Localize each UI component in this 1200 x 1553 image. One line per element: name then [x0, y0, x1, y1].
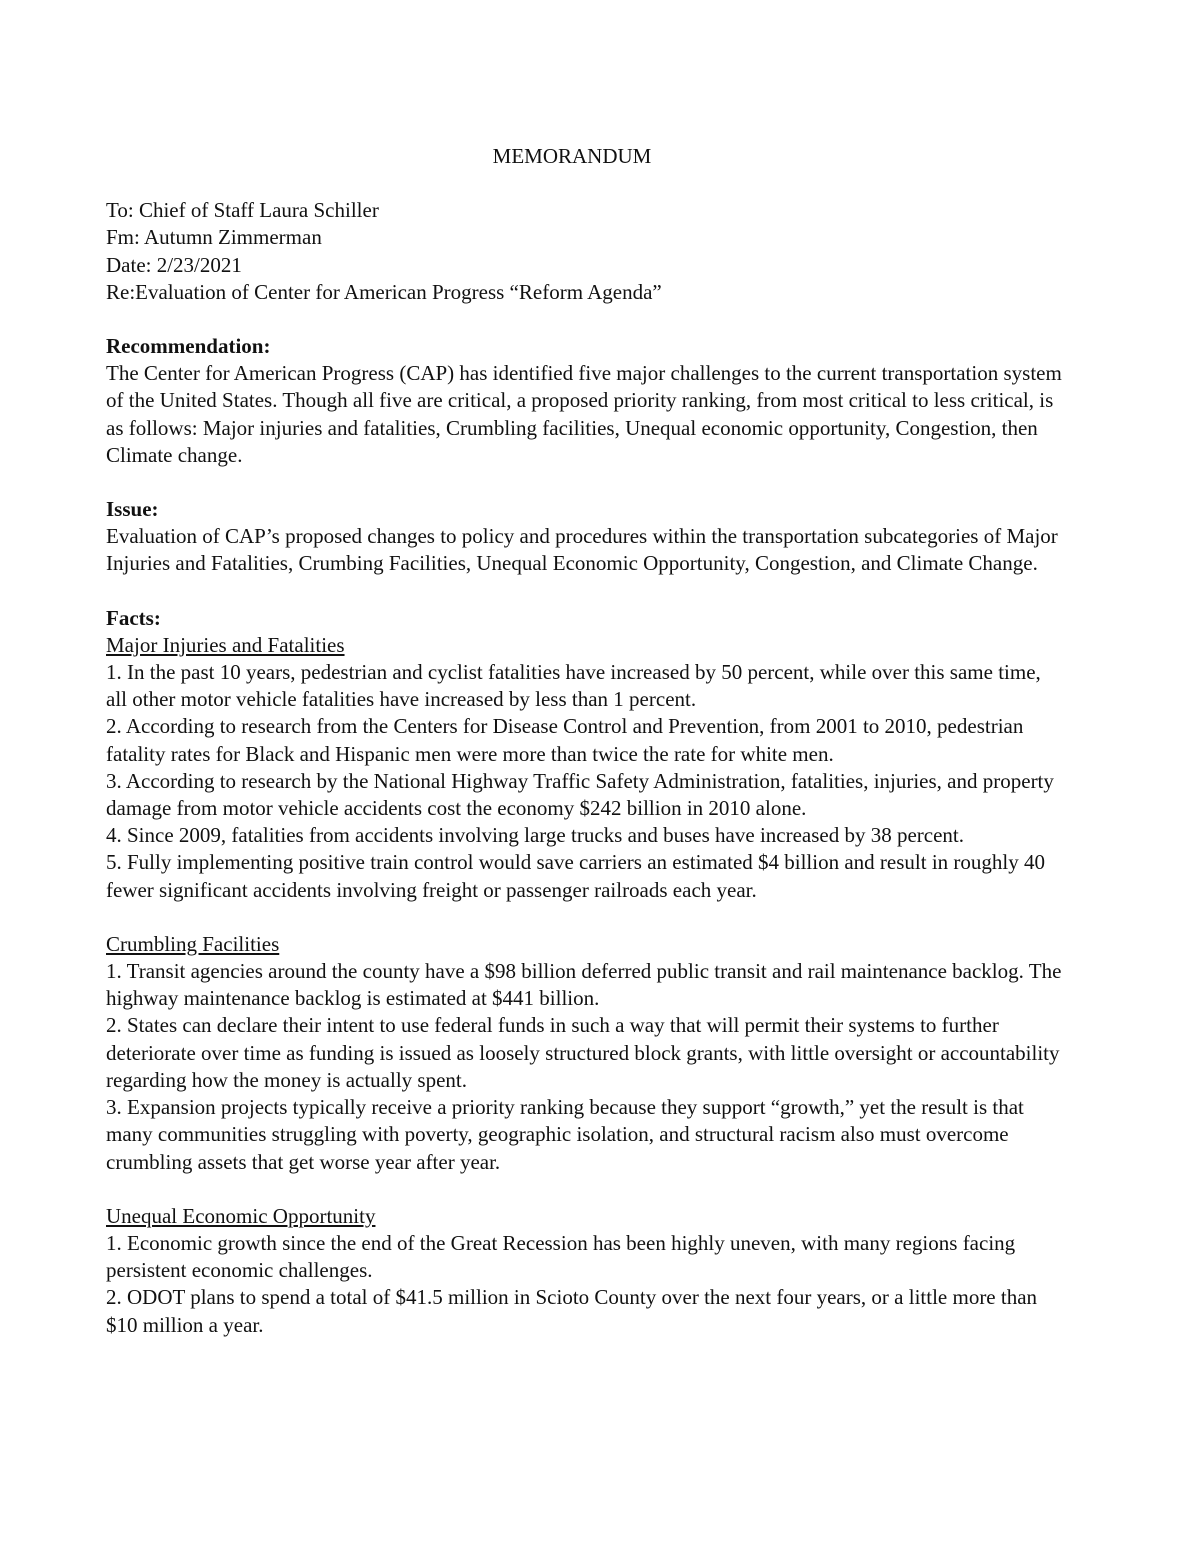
fact-item: 3. Expansion projects typically receive a priority ranking because they support “growth,” yet the result is that many communities struggling with poverty, geographic isolation, and structural racism also must overcome crumbling assets that get worse year after year.	[106, 1095, 1024, 1174]
facts-section-economic	[106, 1203, 1066, 1339]
memo-from: Fm: Autumn Zimmerman	[106, 225, 322, 250]
memo-page	[106, 143, 1066, 1339]
issue-text: Evaluation of CAP’s proposed changes to policy and procedures within the transportation subcategories of Major Injuries and Fatalities, Crumbing Facilities, Unequal Economic Opportunity, Congestion, and Climate Change.	[106, 524, 1058, 576]
memo-date: Date: 2/23/2021	[106, 252, 242, 277]
fact-item: 5. Fully implementing positive train control would save carriers an estimated $4 billion and result in roughly 40 fewer significant accidents involving freight or passenger railroads each year.	[106, 850, 1045, 902]
fact-item: 1. In the past 10 years, pedestrian and cyclist fatalities have increased by 50 percent, while over this same time, all other motor vehicle fatalities have increased by less than 1 percent.	[106, 660, 1041, 712]
fact-item: 4. Since 2009, fatalities from accidents involving large trucks and buses have increased by 38 percent.	[106, 823, 965, 848]
memo-to: To: Chief of Staff Laura Schiller	[106, 198, 379, 223]
memo-re: Re:Evaluation of Center for American Progress “Reform Agenda”	[106, 279, 662, 304]
facts-section-injuries	[106, 632, 1066, 904]
facts-heading: Facts:	[106, 605, 161, 630]
memo-title: MEMORANDUM	[492, 144, 652, 168]
fact-item: 2. ODOT plans to spend a total of $41.5 million in Scioto County over the next four years, or a little more than $10 million a year.	[106, 1285, 1038, 1337]
facts-section-facilities	[106, 931, 1066, 1176]
memo-header	[106, 197, 1066, 306]
facts-subheading: Major Injuries and Fatalities	[106, 632, 345, 657]
fact-item: 3. According to research by the National Highway Traffic Safety Administration, fatalities, injuries, and property damage from motor vehicle accidents cost the economy $242 billion in 2010 alone.	[106, 768, 1054, 821]
fact-item: 1. Economic growth since the end of the Great Recession has been highly uneven, with many regions facing persistent economic challenges.	[106, 1230, 1016, 1283]
facts-subheading: Unequal Economic Opportunity	[106, 1203, 376, 1228]
recommendation-text: The Center for American Progress (CAP) has identified five major challenges to the current transportation system of the United States. Though all five are critical, a proposed priority ranking, from most critical to less critical, is as follows: Major injuries and fatalities, Crumbling facilities, Unequal economic opportunity, Congestion, then Climate change.	[106, 361, 1062, 467]
fact-item: 1. Transit agencies around the county have a $98 billion deferred public transit and rail maintenance backlog. The highway maintenance backlog is estimated at $441 billion.	[106, 959, 1062, 1011]
fact-item: 2. According to research from the Centers for Disease Control and Prevention, from 2001 to 2010, pedestrian fatality rates for Black and Hispanic men were more than twice the rate for white men.	[106, 714, 1024, 766]
fact-item: 2. States can declare their intent to use federal funds in such a way that will permit their systems to further deteriorate over time as funding is issued as loosely structured block grants, with little oversight or accountability regarding how the money is actually spent.	[106, 1013, 1060, 1092]
recommendation-heading: Recommendation:	[106, 334, 271, 359]
facts-subheading: Crumbling Facilities	[106, 931, 280, 956]
issue-heading: Issue:	[106, 497, 159, 522]
